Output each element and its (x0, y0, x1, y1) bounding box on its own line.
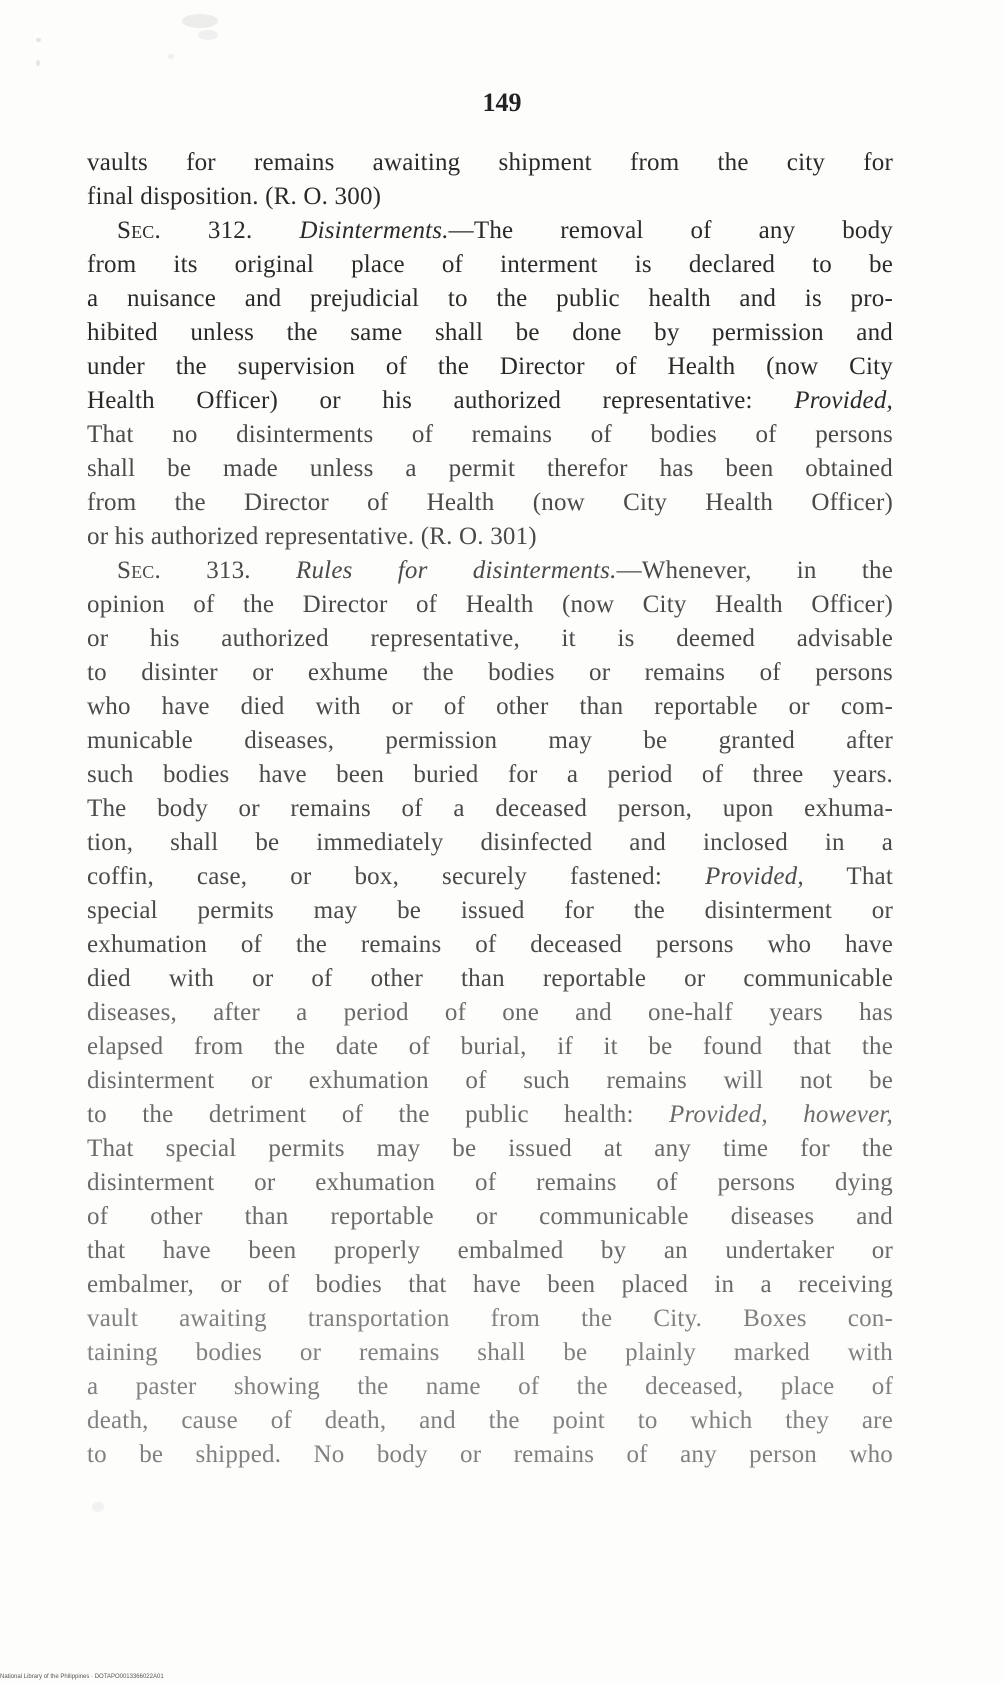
text-line: elapsed from the date of burial, if it be found that the (87, 1033, 893, 1060)
scan-footer: National Library of the Philippines · DOTAPO0013366022A01 (0, 1674, 164, 1680)
text-line: coffin, case, or box, securely fastened: Provided, That (87, 863, 893, 890)
text-line: hibited unless the same shall be done by permission and (87, 319, 893, 346)
text-line: shall be made unless a permit therefor has been obtained (87, 455, 893, 482)
text-line: diseases, after a period of one and one-half years has (87, 999, 893, 1026)
text-line: tion, shall be immediately disinfected and inclosed in a (87, 829, 893, 856)
text-line: vault awaiting transportation from the City. Boxes con- (87, 1305, 893, 1332)
text-line: a nuisance and prejudicial to the public health and is pro- (87, 285, 893, 312)
text-line: That special permits may be issued at any time for the (87, 1135, 893, 1162)
scan-speck (198, 30, 218, 40)
text-line: a paster showing the name of the deceased, place of (87, 1373, 893, 1400)
text-line: death, cause of death, and the point to which they are (87, 1407, 893, 1434)
text-line: that have been properly embalmed by an undertaker or (87, 1237, 893, 1264)
text-line: disinterment or exhumation of remains of persons dying (87, 1169, 893, 1196)
text-line: embalmer, or of bodies that have been placed in a receiving (87, 1271, 893, 1298)
text-line: exhumation of the remains of deceased persons who have (87, 931, 893, 958)
text-line: taining bodies or remains shall be plainly marked with (87, 1339, 893, 1366)
scan-speck (168, 54, 174, 59)
text-line: from its original place of interment is declared to be (87, 251, 893, 278)
body-text (87, 146, 893, 1472)
text-line: or his authorized representative, it is deemed advisable (87, 625, 893, 652)
text-line: vaults for remains awaiting shipment from the city for (87, 149, 893, 176)
scan-speck (182, 14, 218, 28)
text-line: to the detriment of the public health: Provided, however, (87, 1101, 894, 1128)
text-line: final disposition. (R. O. 300) (87, 183, 382, 210)
text-line: opinion of the Director of Health (now City Health Officer) (87, 591, 893, 618)
section-heading-line: Sec. 313. Rules for disinterments.—Whenever, in the (117, 557, 893, 584)
text-line: or his authorized representative. (R. O. 301) (87, 523, 537, 550)
text-line: of other than reportable or communicable diseases and (87, 1203, 893, 1230)
scan-speck (92, 1502, 104, 1512)
text-line: to be shipped. No body or remains of any person who (87, 1441, 893, 1468)
text-line: Health Officer) or his authorized representative: Provided, (87, 387, 893, 414)
text-line: under the supervision of the Director of Health (now City (87, 353, 893, 380)
text-line: special permits may be issued for the disinterment or (87, 897, 893, 924)
text-line: municable diseases, permission may be granted after (87, 727, 893, 754)
scan-speck (36, 38, 41, 42)
text-line: died with or of other than reportable or communicable (87, 965, 893, 992)
text-line: who have died with or of other than reportable or com- (87, 693, 893, 720)
text-line: such bodies have been buried for a period of three years. (87, 761, 893, 788)
text-line: The body or remains of a deceased person, upon exhuma- (87, 795, 893, 822)
text-line: That no disinterments of remains of bodies of persons (87, 421, 893, 448)
scan-speck (36, 60, 40, 66)
text-line: disinterment or exhumation of such remains will not be (87, 1067, 893, 1094)
text-line: to disinter or exhume the bodies or remains of persons (87, 659, 893, 686)
section-heading-line: Sec. 312. Disinterments.—The removal of any body (117, 217, 894, 244)
text-line: from the Director of Health (now City Health Officer) (87, 489, 893, 516)
page-number: 149 (482, 88, 522, 117)
